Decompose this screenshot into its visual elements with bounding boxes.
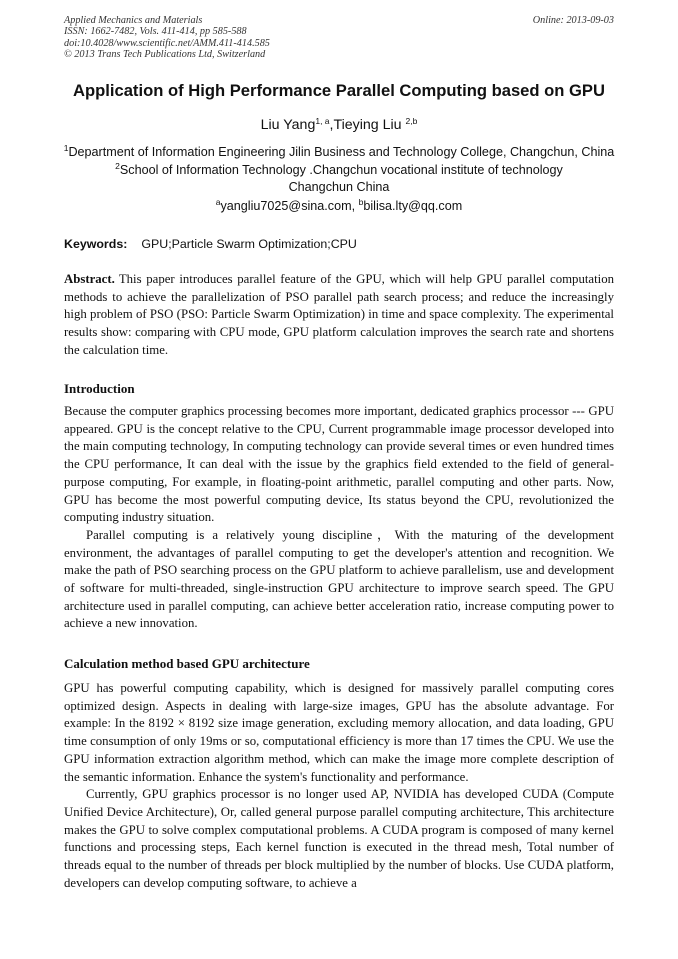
author-superscript: 1, a [315, 116, 330, 126]
abstract-text: This paper introduces parallel feature of the GPU, which will help GPU parallel computation methods to achieve the parallelization of PSO parallel path search process; and reduce the increasingly high problem of PSO (PSO: Particle Swarm Optimization) in time and space complexity. The experimental results show: comparing with CPU mode, GPU platform calculation improves the search rate and shortens the calculation time. [64, 272, 614, 357]
author-superscript: 2,b [405, 116, 418, 126]
email-mark: b [358, 197, 364, 207]
email-address: yangliu7025@sina.com, [220, 199, 359, 213]
issn-line: ISSN: 1662-7482, Vols. 411-414, pp 585-588 [64, 26, 247, 38]
author-name: Tieying Liu [333, 117, 402, 133]
affiliation-text: School of Information Technology .Changchun vocational institute of technology [119, 163, 563, 177]
copyright-line: © 2013 Trans Tech Publications Ltd, Switzerland [64, 49, 266, 61]
paragraph: Currently, GPU graphics processor is no longer used AP, NVIDIA has developed CUDA (Compute Unified Device Architecture), Or, called general purpose parallel computing architecture, This architecture makes the GPU to solve complex computational problems. A CUDA program is composed of many kernel functions and processing steps, Each kernel function is executed in the thread mesh, Total number of threads equal to the number of threads per block multiplied by the number of blocks. Use CUDA platform, developers can develop computing software, to achieve a [64, 787, 614, 890]
author-line [0, 116, 678, 134]
affiliation-city: Changchun China [288, 180, 390, 194]
abstract [64, 271, 614, 360]
section-heading-calculation: Calculation method based GPU architecture [64, 656, 310, 671]
affiliation-text: Department of Information Engineering Jilin Business and Technology College, Changchun, China [68, 145, 615, 159]
journal-header [64, 15, 270, 61]
email-line [0, 198, 678, 214]
affiliation-mark: 2 [115, 161, 120, 171]
author-separator: , [329, 117, 334, 133]
affiliation-2 [0, 162, 678, 178]
email-mark: a [215, 197, 221, 207]
keywords [64, 236, 357, 252]
author-name: Liu Yang [260, 117, 316, 133]
abstract-label: Abstract. [64, 272, 115, 286]
section-introduction [64, 403, 614, 633]
paragraph: Because the computer graphics processing becomes more important, dedicated graphics processor --- GPU appeared. GPU is the concept relative to the CPU, Current programmable image processor developed into the main computing technology, In computing technology can provide several times or even hundred times the CPU performance, It can deal with the issue by the graphics field extended to the field of general-purpose computing, For example, in floating-point arithmetic, parallel computing and other parts. Now, GPU has become the most powerful computing device, Its status beyond the CPU, revolutionized the computing industry situation. [64, 404, 614, 525]
section-calculation [64, 680, 614, 892]
paragraph: GPU has powerful computing capability, which is designed for massively parallel computing cores optimized design. Aspects in dealing with large-size images, GPU has the absolute advantage. For example: In the 8192 × 8192 size image generation, excluding memory allocation, and data loading, GPU time consumption of only 19ms or so, computational efficiency is more than 17 times the CPU. We use the GPU information extraction algorithm method, which can make the image more complete description of the semantic information. Enhance the system's functionality and performance. [64, 681, 614, 784]
doi-line: doi:10.4028/www.scientific.net/AMM.411-414.585 [64, 37, 270, 49]
section-heading-introduction: Introduction [64, 381, 135, 396]
journal-name: Applied Mechanics and Materials [64, 15, 203, 26]
affiliation-1 [0, 144, 678, 160]
paragraph: Parallel computing is a relatively young discipline，With the maturing of the development environment, the advantages of parallel computing to get the developer's attention and recognition. We make the path of PSO searching process on the GPU platform to achieve parallelism, use and development of software for multi-threaded, single-instruction GPU architecture to improve search speed. The GPU architecture used in parallel computing, can achieve better acceleration ratio, increase computing power to achieve a new innovation. [64, 527, 614, 631]
online-date: Online: 2013-09-03 [532, 15, 614, 26]
keywords-text: GPU;Particle Swarm Optimization;CPU [141, 237, 357, 251]
keywords-label: Keywords: [64, 237, 128, 251]
paper-title: Application of High Performance Parallel Computing based on GPU [73, 81, 605, 100]
email-address: bilisa.lty@qq.com [363, 199, 463, 213]
affiliation-mark: 1 [63, 143, 69, 153]
